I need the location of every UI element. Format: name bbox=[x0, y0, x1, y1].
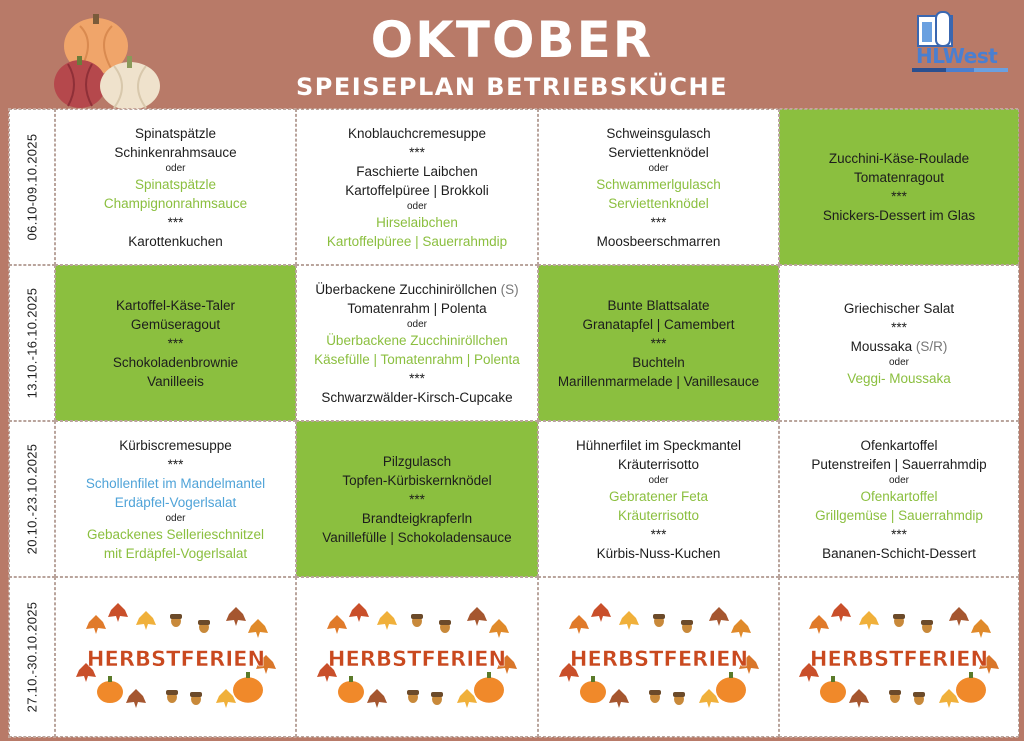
dish-line: Tomatenrahm | Polenta bbox=[347, 300, 487, 316]
week-date-cell bbox=[9, 421, 55, 577]
oder-separator: oder bbox=[165, 162, 186, 174]
dish-line: Griechischer Salat bbox=[843, 300, 955, 316]
vegetarian-option: Kartoffelpüree | Sauerrahmdip bbox=[326, 233, 508, 249]
oder-separator: oder bbox=[888, 474, 909, 486]
vegetarian-option: Überbackene Zucchiniröllchen bbox=[326, 332, 508, 348]
dish-line: Marillenmarmelade | Vanillesauce bbox=[557, 373, 760, 389]
autumn-leaves-icon bbox=[799, 602, 999, 712]
dish-line: Kartoffel-Käse-Taler bbox=[115, 297, 236, 313]
dish-line: Buchteln bbox=[632, 354, 685, 370]
dish-line: Gemüseragout bbox=[130, 316, 221, 332]
menu-day-cell bbox=[55, 421, 296, 577]
dish-line: Vanillefülle | Schokoladensauce bbox=[322, 529, 512, 545]
dish-line: Pilzgulasch bbox=[382, 453, 452, 469]
vegetarian-option: Grillgemüse | Sauerrahmdip bbox=[815, 507, 983, 523]
dish-line: Serviettenknödel bbox=[608, 144, 709, 160]
dish-line: Schweinsgulasch bbox=[606, 125, 711, 141]
holiday-cell bbox=[55, 577, 296, 737]
vegetarian-option: Serviettenknödel bbox=[608, 195, 709, 211]
oder-separator: oder bbox=[406, 200, 427, 212]
course-separator: *** bbox=[650, 214, 667, 230]
dish-line: Putenstreifen | Sauerrahmdip bbox=[811, 456, 987, 472]
page-title: OKTOBER bbox=[370, 11, 654, 69]
dish-line: Kartoffelpüree | Brokkoli bbox=[345, 182, 489, 198]
course-separator: *** bbox=[167, 456, 184, 472]
vegetarian-option: Gebackenes Sellerieschnitzel bbox=[86, 526, 265, 542]
oder-separator: oder bbox=[165, 512, 186, 524]
menu-day-cell bbox=[538, 265, 779, 421]
vegetarian-option: Schwammerlgulasch bbox=[596, 176, 721, 192]
dish-line: Brandteigkrapferln bbox=[361, 510, 473, 526]
allergen-tag: (S) bbox=[496, 281, 519, 297]
holiday-label: HERBSTFERIEN bbox=[569, 647, 748, 671]
week-date-cell bbox=[9, 265, 55, 421]
vegetarian-option: Veggi- Moussaka bbox=[847, 370, 951, 386]
course-separator: *** bbox=[409, 491, 425, 507]
dish-line: Knoblauchcremesuppe bbox=[347, 125, 487, 141]
fish-option: Erdäpfel-Vogerlsalat bbox=[114, 494, 237, 510]
dish-line: Schwarzwälder-Kirsch-Cupcake bbox=[321, 389, 513, 405]
hlwest-logo bbox=[908, 10, 1014, 76]
vegetarian-option: Kräuterrisotto bbox=[617, 507, 700, 523]
dish-line: Kräuterrisotto bbox=[617, 456, 700, 472]
menu-day-cell bbox=[296, 109, 538, 265]
allergen-tag: (S/R) bbox=[912, 338, 948, 354]
course-separator: *** bbox=[167, 214, 184, 230]
course-separator: *** bbox=[167, 335, 184, 351]
dish-line: Karottenkuchen bbox=[128, 233, 223, 249]
dish-line: Moussaka (S/R) bbox=[850, 338, 948, 354]
menu-day-cell bbox=[779, 421, 1019, 577]
dish-line: Faschierte Laibchen bbox=[356, 163, 478, 179]
oder-separator: oder bbox=[888, 356, 909, 368]
vegetarian-option: Ofenkartoffel bbox=[860, 488, 938, 504]
menu-day-cell bbox=[55, 109, 296, 265]
menu-day-cell bbox=[296, 421, 538, 577]
dish-line: Topfen-Kürbiskernknödel bbox=[342, 472, 492, 488]
course-separator: *** bbox=[891, 189, 907, 204]
holiday-cell bbox=[538, 577, 779, 737]
vegetarian-option: Spinatspätzle bbox=[134, 176, 217, 192]
oder-separator: oder bbox=[648, 162, 669, 174]
dish-line: Kürbis-Nuss-Kuchen bbox=[596, 545, 721, 561]
header bbox=[0, 0, 1024, 108]
dish-line: Kürbiscremesuppe bbox=[119, 437, 232, 453]
holiday-label: HERBSTFERIEN bbox=[327, 647, 507, 671]
dish-line: Spinatspätzle bbox=[134, 125, 217, 141]
course-separator: *** bbox=[409, 370, 425, 386]
dish-line: Schinkenrahmsauce bbox=[114, 144, 237, 160]
vegetarian-option: Hirselaibchen bbox=[376, 214, 458, 230]
vegetarian-option: mit Erdäpfel-Vogerlsalat bbox=[103, 545, 248, 561]
oder-separator: oder bbox=[648, 474, 669, 486]
dish-line: Moosbeerschmarren bbox=[596, 233, 721, 249]
menu-day-cell bbox=[296, 265, 538, 421]
autumn-leaves-icon bbox=[559, 602, 759, 712]
vegetarian-option: Champignonrahmsauce bbox=[103, 195, 248, 211]
week-date-label: 06.10-09.10.2025 bbox=[24, 133, 40, 241]
dish-line: Tomatenragout bbox=[853, 170, 945, 185]
holiday-cell bbox=[779, 577, 1019, 737]
menu-day-cell bbox=[779, 265, 1019, 421]
dish-line: Ofenkartoffel bbox=[860, 437, 938, 453]
course-separator: *** bbox=[650, 526, 667, 542]
holiday-cell bbox=[296, 577, 538, 737]
week-date-label: 13.10.-16.10.2025 bbox=[24, 287, 40, 399]
week-date-label: 20.10.-23.10.2025 bbox=[24, 443, 40, 555]
dish-line: Granatapfel | Camembert bbox=[582, 316, 735, 332]
holiday-label: HERBSTFERIEN bbox=[809, 647, 989, 671]
logo-text: HLWest bbox=[916, 44, 998, 68]
menu-day-cell bbox=[779, 109, 1019, 265]
vegetarian-option: Käsefülle | Tomatenrahm | Polenta bbox=[314, 351, 520, 367]
course-separator: *** bbox=[891, 526, 907, 542]
autumn-leaves-icon bbox=[317, 602, 517, 712]
vegetarian-option: Gebratener Feta bbox=[608, 488, 709, 504]
page-subtitle: SPEISEPLAN BETRIEBSKÜCHE bbox=[296, 73, 728, 101]
dish-line: Vanilleeis bbox=[147, 373, 204, 389]
fish-option: Schollenfilet im Mandelmantel bbox=[85, 475, 266, 491]
autumn-leaves-icon bbox=[76, 602, 276, 712]
week-date-cell bbox=[9, 109, 55, 265]
course-separator: *** bbox=[409, 144, 425, 160]
dish-line: Zucchini-Käse-Roulade bbox=[828, 151, 970, 166]
oder-separator: oder bbox=[406, 318, 427, 330]
menu-day-cell bbox=[538, 109, 779, 265]
week-date-cell bbox=[9, 577, 55, 737]
dish-line: Bunte Blattsalate bbox=[607, 297, 710, 313]
dish-line: Überbackene Zucchiniröllchen (S) bbox=[315, 281, 519, 297]
course-separator: *** bbox=[891, 319, 907, 335]
dish-line: Hühnerfilet im Speckmantel bbox=[575, 437, 742, 453]
course-separator: *** bbox=[650, 335, 667, 351]
dish-line: Bananen-Schicht-Dessert bbox=[822, 545, 976, 561]
menu-day-cell bbox=[538, 421, 779, 577]
dish-line: Snickers-Dessert im Glas bbox=[822, 208, 976, 223]
menu-grid bbox=[8, 108, 1018, 738]
dish-line: Schokoladenbrownie bbox=[112, 354, 239, 370]
week-date-label: 27.10.-30.10.2025 bbox=[24, 601, 40, 713]
menu-day-cell bbox=[55, 265, 296, 421]
holiday-label: HERBSTFERIEN bbox=[86, 647, 265, 671]
